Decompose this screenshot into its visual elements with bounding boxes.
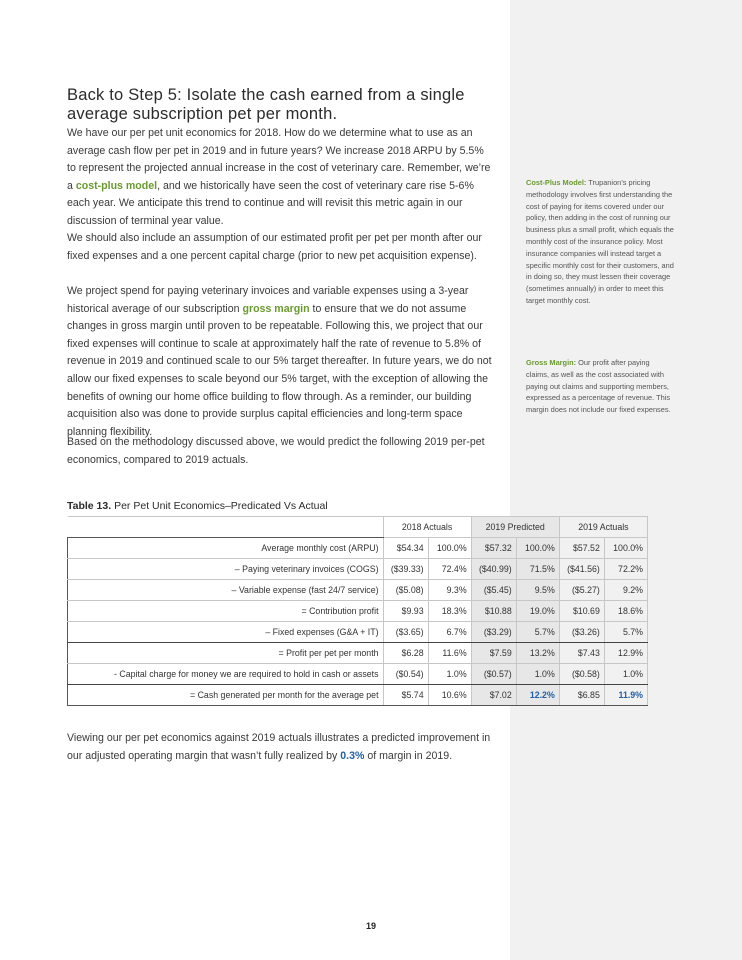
paragraph-gross-margin [67, 283, 495, 441]
cell: 100.0% [428, 538, 471, 559]
table-row [68, 643, 648, 664]
row-label: = Profit per pet per month [68, 643, 384, 664]
paragraph-text: Viewing our per pet economics against 2019 actuals illustrates a predicted improvement in our adjusted operating margin that wasn’t fully realized by [67, 732, 491, 762]
cell: ($5.27) [559, 580, 604, 601]
table-header-row [68, 517, 648, 538]
table-row [68, 559, 648, 580]
cell: ($0.58) [559, 664, 604, 685]
cell: $10.88 [471, 601, 516, 622]
row-label: Average monthly cost (ARPU) [68, 538, 384, 559]
cell: $5.74 [383, 685, 428, 706]
paragraph-text: of margin in 2019. [364, 749, 453, 762]
paragraph-text: We should also include an assumption of our estimated profit per pet per month after our fixed expenses and a one percent capital charge (prior to new pet acquisition expense). [67, 232, 482, 262]
cell: 19.0% [516, 601, 559, 622]
cell: $57.32 [471, 538, 516, 559]
table-row [68, 664, 648, 685]
paragraph-profit-assumption [67, 230, 495, 265]
cell: $10.69 [559, 601, 604, 622]
cell: 1.0% [516, 664, 559, 685]
table-number: Table 13. [67, 500, 112, 512]
cell: $6.28 [383, 643, 428, 664]
row-label: - Capital charge for money we are required to hold in cash or assets [68, 664, 384, 685]
paragraph-text: to ensure that we do not assume changes in gross margin until proven to be repeatable. Following this, we project that our fixed expenses will continue to scale at approximately half the rate of revenue to 5.8% of revenue in 2019 and continued scale to our 5% target thereafter. In future years, we do not allow our fixed expenses to scale beyond our 5% target, with the exception of allowing the benefits of owning our home office building to flow through. As a reminder, our building acquisition also was done to provide surplus capital efficiencies and long-term space planning flexibility. [67, 302, 492, 438]
cell: 72.4% [428, 559, 471, 580]
cell: $7.59 [471, 643, 516, 664]
table-row-total [68, 685, 648, 706]
cell: ($3.29) [471, 622, 516, 643]
cell: $57.52 [559, 538, 604, 559]
cell: ($5.45) [471, 580, 516, 601]
header-2018-actuals: 2018 Actuals [383, 517, 471, 538]
unit-economics-table [67, 516, 648, 706]
cell: ($3.26) [559, 622, 604, 643]
row-label: – Variable expense (fast 24/7 service) [68, 580, 384, 601]
cell: $9.93 [383, 601, 428, 622]
section-heading: Back to Step 5: Isolate the cash earned from a single average subscription pet per month. [67, 86, 465, 123]
cell: 12.9% [604, 643, 647, 664]
paragraph-arpu [67, 125, 495, 231]
sidebar-note-gross-margin [526, 357, 674, 416]
cell: ($3.65) [383, 622, 428, 643]
table-caption: Per Pet Unit Economics–Predicated Vs Actual [111, 500, 328, 512]
cell: 72.2% [604, 559, 647, 580]
cell: 13.2% [516, 643, 559, 664]
sidebar-term: Gross Margin: [526, 358, 577, 367]
row-label: = Contribution profit [68, 601, 384, 622]
cell: $7.02 [471, 685, 516, 706]
row-label: – Paying veterinary invoices (COGS) [68, 559, 384, 580]
sidebar-background [510, 0, 742, 960]
header-2019-actuals: 2019 Actuals [559, 517, 647, 538]
sidebar-text: Our profit after paying claims, as well as the cost associated with paying out claims and supporting members, expressed as a percentage of revenue. This margin does not include our fixed expenses. [526, 358, 671, 415]
cell: ($39.33) [383, 559, 428, 580]
cell: $54.34 [383, 538, 428, 559]
cell: 11.6% [428, 643, 471, 664]
row-label: = Cash generated per month for the average pet [68, 685, 384, 706]
paragraph-text: We have our per pet unit economics for 2018. How do we determine what to use as an average cash flow per pet in 2019 and in future years? We increase 2018 ARPU by 5.5% to represent the projected annual increase in the cost of veterinary care. Remember, we’re a [67, 127, 491, 192]
header-blank [68, 517, 384, 538]
cell-highlight: 12.2% [516, 685, 559, 706]
paragraph-text: Based on the methodology discussed above, we would predict the following 2019 per-pet economics, compared to 2019 actuals. [67, 436, 485, 466]
table-row [68, 601, 648, 622]
cell: 71.5% [516, 559, 559, 580]
row-label: – Fixed expenses (G&A + IT) [68, 622, 384, 643]
cell-highlight: 11.9% [604, 685, 647, 706]
sidebar-note-cost-plus [526, 177, 674, 307]
cell: ($0.54) [383, 664, 428, 685]
page-number: 19 [359, 914, 383, 938]
table-row [68, 580, 648, 601]
sidebar-text: Trupanion’s pricing methodology involves first understanding the cost of paying for items covered under our policy, then adding in the cost of running our business plus a small profit, which equals the monthly cost of the insurance policy. Most insurance companies will instead target a specific monthly cost for their customers, and in doing so, they must lessen their coverage (sometimes annually) in order to meet this target monthly cost. [526, 178, 674, 305]
sidebar-term: Cost-Plus Model: [526, 178, 587, 187]
closing-paragraph [67, 730, 495, 765]
cell: 5.7% [516, 622, 559, 643]
cell: 5.7% [604, 622, 647, 643]
paragraph-text: , and we historically have seen the cost of veterinary care rise 5-6% each year. We anticipate this trend to continue and will revisit this metric again in our discussion of terminal year value. [67, 179, 474, 227]
cell: 18.6% [604, 601, 647, 622]
cell: 1.0% [428, 664, 471, 685]
term-gross-margin: gross margin [242, 302, 310, 315]
cell: ($40.99) [471, 559, 516, 580]
cell: 10.6% [428, 685, 471, 706]
paragraph-text: We project spend for paying veterinary invoices and variable expenses using a 3-year historical average of our subscription [67, 285, 469, 315]
margin-highlight: 0.3% [340, 749, 365, 762]
header-2019-predicted: 2019 Predicted [471, 517, 559, 538]
term-cost-plus-model: cost-plus model [75, 179, 158, 192]
cell: 1.0% [604, 664, 647, 685]
table-row [68, 622, 648, 643]
cell: 6.7% [428, 622, 471, 643]
cell: 18.3% [428, 601, 471, 622]
cell: ($0.57) [471, 664, 516, 685]
cell: 9.2% [604, 580, 647, 601]
paragraph-prediction-intro [67, 434, 495, 469]
cell: ($5.08) [383, 580, 428, 601]
cell: $6.85 [559, 685, 604, 706]
cell: 9.3% [428, 580, 471, 601]
cell: 100.0% [604, 538, 647, 559]
table-title [67, 500, 328, 512]
cell: ($41.56) [559, 559, 604, 580]
cell: $7.43 [559, 643, 604, 664]
table-row [68, 538, 648, 559]
cell: 100.0% [516, 538, 559, 559]
cell: 9.5% [516, 580, 559, 601]
